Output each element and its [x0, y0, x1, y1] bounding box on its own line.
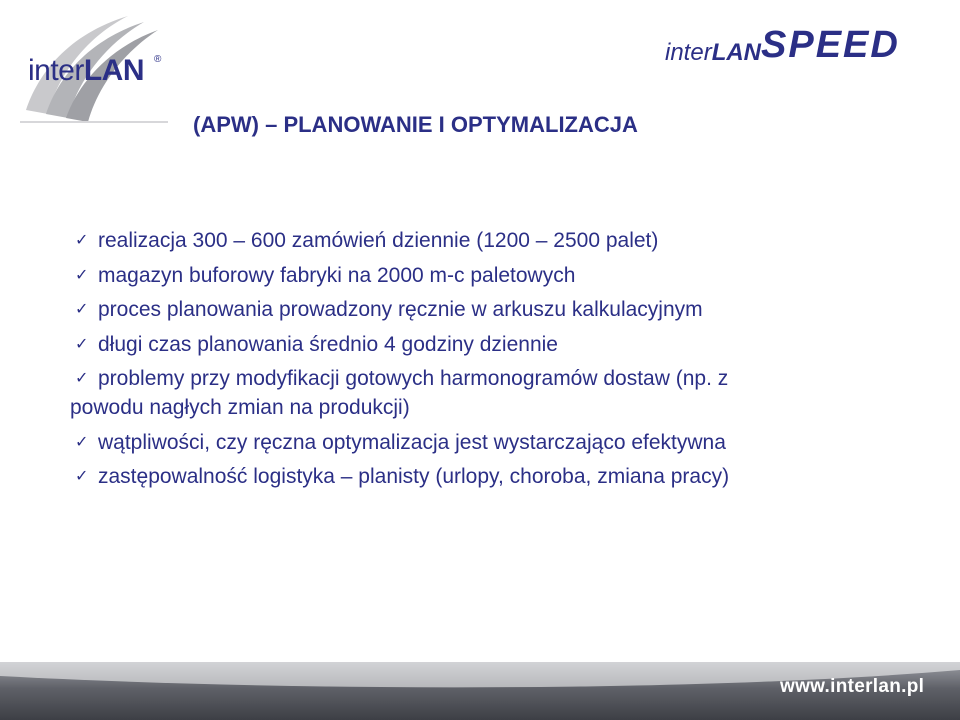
checkmark-icon: ✓: [75, 301, 89, 318]
bullet-item: [70, 364, 930, 422]
checkmark-icon: ✓: [75, 468, 89, 485]
speed-logo-lan: LAN: [711, 39, 762, 66]
checkmark-icon: ✓: [75, 266, 89, 284]
bullet-text: magazyn buforowy fabryki na 2000 m-c paletowych: [98, 263, 576, 287]
slide-title: (APW) – PLANOWANIE I OPTYMALIZACJA: [193, 112, 638, 137]
checkmark-icon: ✓: [75, 335, 89, 353]
checkmark-icon: ✓: [75, 232, 89, 249]
bullet-item: [70, 226, 930, 255]
bullet-item: [70, 428, 930, 457]
logo-part-inter: inter: [28, 54, 84, 87]
bullet-text: proces planowania prowadzony ręcznie w arkuszu kalkulacyjnym: [98, 298, 703, 321]
logo-wordmark: [28, 54, 144, 88]
speed-logo-speed: SPEED: [761, 24, 900, 66]
bullet-item: [70, 295, 930, 324]
bullet-text: realizacja 300 – 600 zamówień dziennie (1200 – 2500 palet): [98, 229, 659, 252]
checkmark-icon: ✓: [75, 433, 89, 451]
bullet-list: [70, 226, 930, 497]
interlan-speed-logo: [665, 24, 945, 72]
bullet-text-line2: powodu nagłych zmian na produkcji): [70, 396, 410, 419]
registered-mark: ®: [154, 54, 162, 65]
logo-part-lan: LAN: [83, 54, 145, 87]
interlan-logo: [18, 14, 178, 126]
bullet-text: wątpliwości, czy ręczna optymalizacja jest wystarczająco efektywna: [98, 430, 726, 454]
checkmark-icon: ✓: [75, 370, 89, 387]
bullet-item: [70, 261, 930, 290]
bullet-text: zastępowalność logistyka – planisty (urlopy, choroba, zmiana pracy): [98, 465, 730, 488]
footer-url[interactable]: www.interlan.pl: [780, 676, 925, 697]
bullet-text-line1: problemy przy modyfikacji gotowych harmonogramów dostaw (np. z: [98, 367, 729, 390]
bullet-item: [70, 330, 930, 359]
speed-logo-inter: inter: [665, 39, 712, 66]
bullet-item: [70, 462, 930, 491]
bullet-text: długi czas planowania średnio 4 godziny dziennie: [98, 332, 558, 356]
